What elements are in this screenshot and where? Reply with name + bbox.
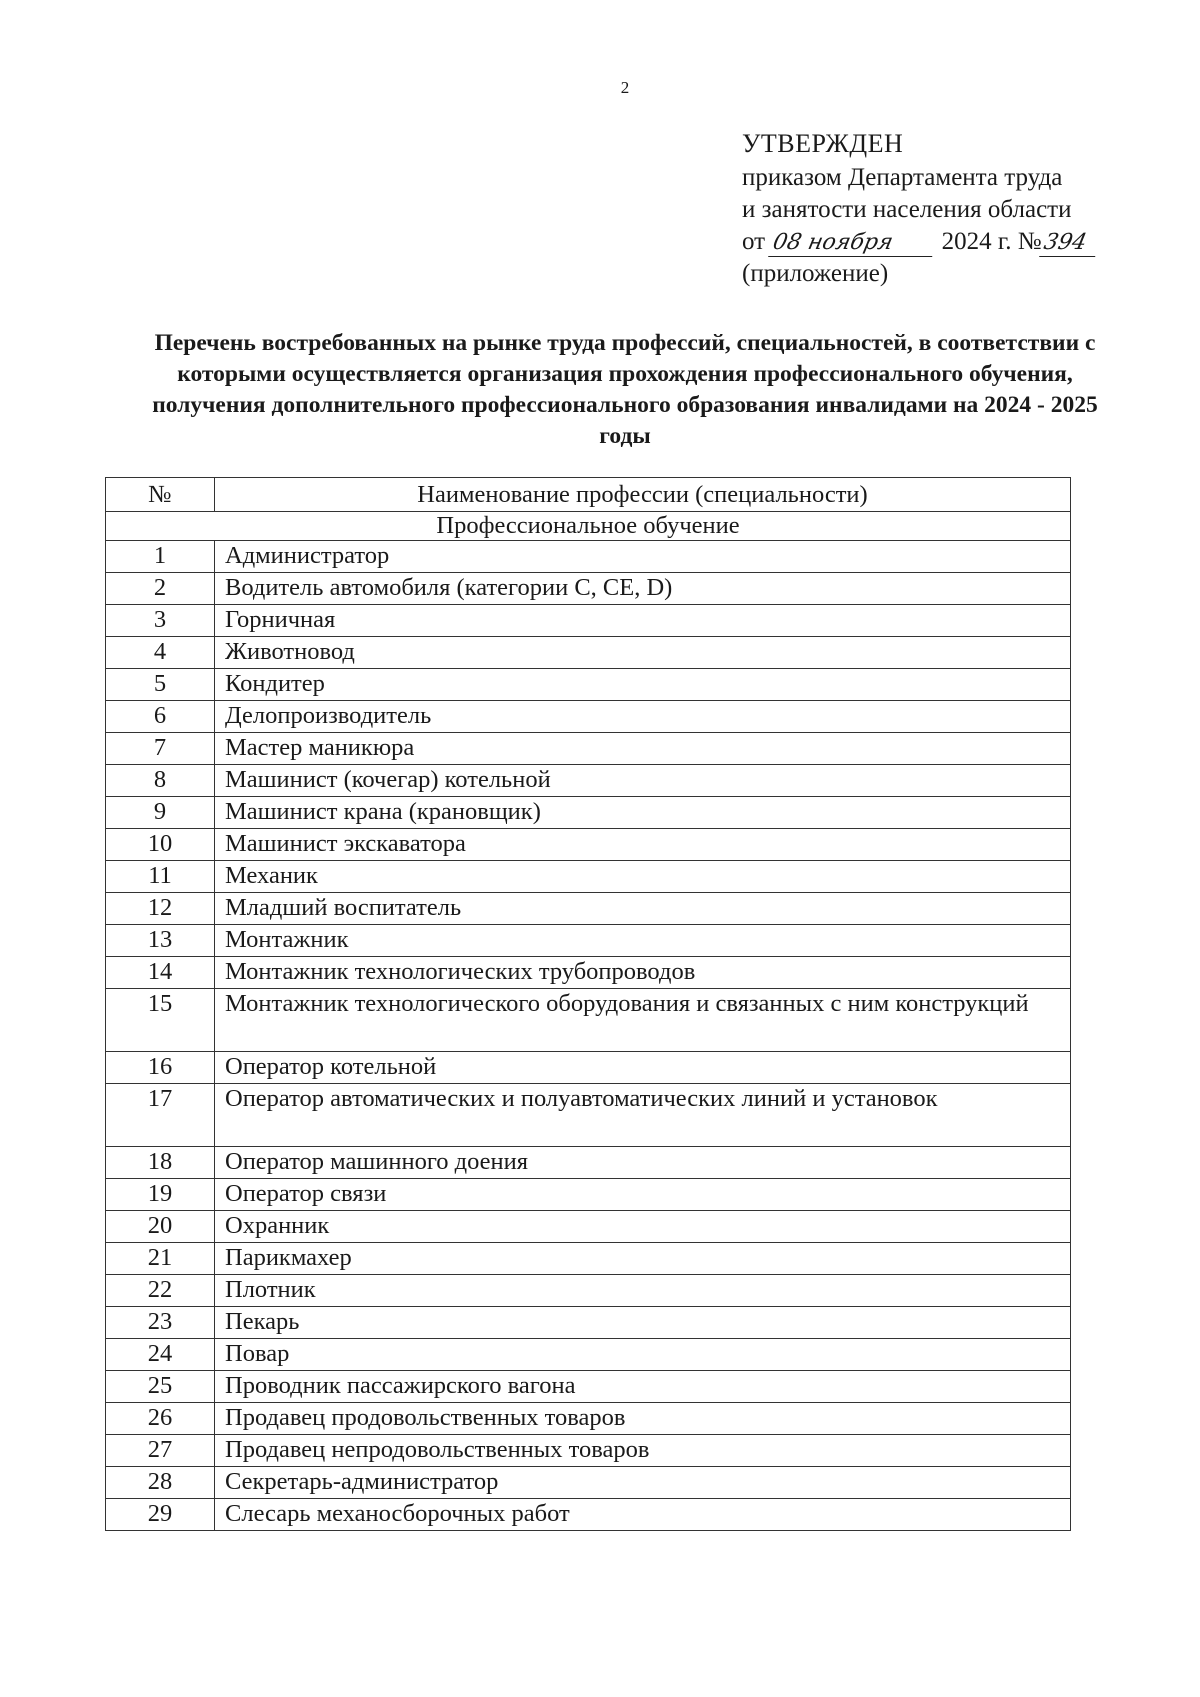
table-row [106, 1275, 1071, 1307]
profession-name: Водитель автомобиля (категории С, СЕ, D) [215, 573, 1071, 605]
profession-name: Повар [215, 1339, 1071, 1371]
table-row [106, 733, 1071, 765]
table-row [106, 861, 1071, 893]
profession-name: Продавец непродовольственных товаров [215, 1435, 1071, 1467]
column-header-name: Наименование профессии (специальности) [215, 478, 1071, 512]
table-row [106, 893, 1071, 925]
row-number: 22 [106, 1275, 215, 1307]
table-row [106, 1339, 1071, 1371]
table-row [106, 701, 1071, 733]
row-number: 15 [106, 989, 215, 1052]
row-number: 25 [106, 1371, 215, 1403]
profession-name: Секретарь-администратор [215, 1467, 1071, 1499]
row-number: 3 [106, 605, 215, 637]
table-row [106, 797, 1071, 829]
profession-name: Кондитер [215, 669, 1071, 701]
profession-name: Делопроизводитель [215, 701, 1071, 733]
row-number: 10 [106, 829, 215, 861]
profession-name: Слесарь механосборочных работ [215, 1499, 1071, 1531]
row-number: 11 [106, 861, 215, 893]
approval-title: УТВЕРЖДЕН [742, 129, 904, 158]
table-row [106, 1084, 1071, 1147]
profession-name: Парикмахер [215, 1243, 1071, 1275]
profession-name: Животновод [215, 637, 1071, 669]
table-row [106, 1211, 1071, 1243]
row-number: 23 [106, 1307, 215, 1339]
profession-name: Механик [215, 861, 1071, 893]
date-prefix: от [742, 228, 766, 255]
row-number: 19 [106, 1179, 215, 1211]
row-number: 1 [106, 541, 215, 573]
row-number: 28 [106, 1467, 215, 1499]
section-row [106, 512, 1071, 541]
table-row [106, 1467, 1071, 1499]
table-row [106, 669, 1071, 701]
column-header-number: № [106, 478, 215, 512]
row-number: 8 [106, 765, 215, 797]
profession-name: Оператор связи [215, 1179, 1071, 1211]
table-row [106, 925, 1071, 957]
table-row [106, 1435, 1071, 1467]
row-number: 27 [106, 1435, 215, 1467]
profession-name: Охранник [215, 1211, 1071, 1243]
table-row [106, 1243, 1071, 1275]
approval-line-1: приказом Департамента труда [742, 164, 1063, 191]
table-row [106, 1499, 1071, 1531]
table-row [106, 1371, 1071, 1403]
profession-name: Горничная [215, 605, 1071, 637]
date-year: 2024 г. № [941, 228, 1042, 255]
row-number: 18 [106, 1147, 215, 1179]
table-row [106, 573, 1071, 605]
row-number: 9 [106, 797, 215, 829]
table-row [106, 765, 1071, 797]
table-row [106, 1052, 1071, 1084]
profession-name: Монтажник технологического оборудования и связанных с ним конструкций [215, 989, 1071, 1052]
profession-name: Оператор автоматических и полуавтоматических линий и установок [215, 1084, 1071, 1147]
profession-name: Младший воспитатель [215, 893, 1071, 925]
profession-name: Машинист экскаватора [215, 829, 1071, 861]
row-number: 29 [106, 1499, 215, 1531]
profession-name: Проводник пассажирского вагона [215, 1371, 1071, 1403]
table-header-row [106, 478, 1071, 512]
row-number: 26 [106, 1403, 215, 1435]
document-title: Перечень востребованных на рынке труда профессий, специальностей, в соответствии с которыми осуществляется организация прохождения профессионального обучения, получения дополнительного профессионального образования инвалидами на 2024 - 2025 годы [152, 330, 1098, 449]
page-number: 2 [620, 78, 630, 97]
table-row [106, 541, 1071, 573]
profession-name: Машинист крана (крановщик) [215, 797, 1071, 829]
profession-name: Монтажник технологических трубопроводов [215, 957, 1071, 989]
row-number: 5 [106, 669, 215, 701]
row-number: 21 [106, 1243, 215, 1275]
profession-name: Пекарь [215, 1307, 1071, 1339]
row-number: 13 [106, 925, 215, 957]
profession-name: Оператор котельной [215, 1052, 1071, 1084]
table-row [106, 1179, 1071, 1211]
row-number: 7 [106, 733, 215, 765]
row-number: 17 [106, 1084, 215, 1147]
table-row [106, 989, 1071, 1052]
row-number: 6 [106, 701, 215, 733]
profession-name: Машинист (кочегар) котельной [215, 765, 1071, 797]
row-number: 4 [106, 637, 215, 669]
profession-name: Плотник [215, 1275, 1071, 1307]
row-number: 2 [106, 573, 215, 605]
approval-line-2: и занятости населения области [742, 196, 1072, 223]
table-row [106, 1307, 1071, 1339]
table-row [106, 1403, 1071, 1435]
professions-table [105, 477, 1071, 1531]
table-row [106, 957, 1071, 989]
profession-name: Продавец продовольственных товаров [215, 1403, 1071, 1435]
handwritten-number: 394 [1039, 230, 1101, 257]
approval-stamp [742, 128, 1182, 290]
row-number: 12 [106, 893, 215, 925]
approval-note: (приложение) [742, 260, 889, 287]
row-number: 24 [106, 1339, 215, 1371]
row-number: 20 [106, 1211, 215, 1243]
profession-name: Монтажник [215, 925, 1071, 957]
section-title: Профессиональное обучение [106, 512, 1071, 541]
profession-name: Мастер маникюра [215, 733, 1071, 765]
row-number: 16 [106, 1052, 215, 1084]
table-row [106, 1147, 1071, 1179]
table-row [106, 605, 1071, 637]
approval-date-line [742, 226, 1182, 258]
profession-name: Оператор машинного доения [215, 1147, 1071, 1179]
row-number: 14 [106, 957, 215, 989]
handwritten-date: 08 ноября [768, 230, 938, 257]
profession-name: Администратор [215, 541, 1071, 573]
table-row [106, 637, 1071, 669]
table-row [106, 829, 1071, 861]
